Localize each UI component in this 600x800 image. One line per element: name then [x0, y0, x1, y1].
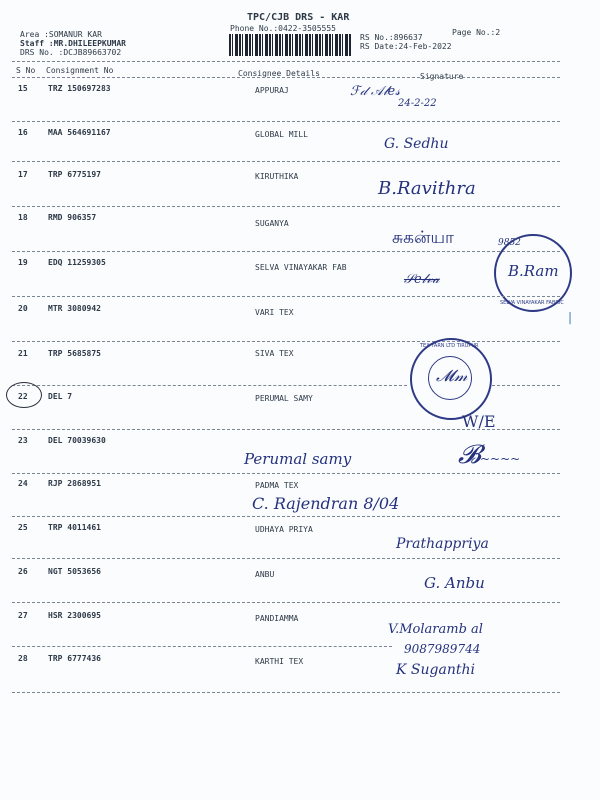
consignment-number: TRP 4011461 [48, 523, 101, 532]
row-number: 20 [18, 304, 28, 313]
drs-number: DRS No. :DCJB89663702 [20, 48, 122, 57]
row-divider [12, 692, 560, 693]
consignment-number: NGT 5053656 [48, 567, 101, 576]
row-divider [12, 161, 560, 162]
row-number: 27 [18, 611, 28, 620]
signature: B.Ravithra [378, 178, 476, 199]
row-number: 28 [18, 654, 28, 663]
consignee-name: SELVA VINAYAKAR FAB [255, 263, 347, 272]
row-divider-end [492, 385, 560, 386]
consignee-name: PERUMAL SAMY [255, 394, 313, 403]
signature-scrawl: 𝓑 [458, 440, 481, 470]
consignment-number: TRP 5685875 [48, 349, 101, 358]
consignment-number: DEL 7 [48, 392, 73, 401]
staff-label: Staff :MR.DHILEEPKUMAR [20, 39, 126, 48]
consignment-number: MAA 564691167 [48, 128, 111, 137]
row-divider [12, 121, 560, 122]
header-rule-top [12, 61, 560, 62]
signature: C. Rajendran 8/04 [252, 494, 400, 513]
row-number: 19 [18, 258, 28, 267]
consignment-number: HSR 2300695 [48, 611, 101, 620]
signature: G. Sedhu [384, 136, 449, 152]
rs-date: RS Date:24-Feb-2022 [360, 42, 452, 51]
row-number: 24 [18, 479, 28, 488]
handwritten-phone: 9087989744 [404, 642, 481, 656]
row-number: 23 [18, 436, 28, 445]
signature: சுகன்யா [392, 228, 454, 248]
row-divider [12, 516, 560, 517]
row-number: 21 [18, 349, 28, 358]
consignee-name: PADMA TEX [255, 481, 299, 490]
handwritten-note: W/E [462, 412, 496, 431]
row-divider [12, 296, 560, 297]
signature-date: 24-2-22 [398, 98, 437, 109]
col-consignee: Consignee Details [238, 69, 320, 78]
signature: G. Anbu [424, 574, 485, 592]
signature: Prathappriya [396, 536, 489, 552]
row-number: 15 [18, 84, 28, 93]
stamp-text: SELVA VINAYAKAR FABRIC [500, 300, 564, 306]
row-divider [12, 602, 560, 603]
consignment-number: MTR 3080942 [48, 304, 101, 313]
consignee-name: SIVA TEX [255, 349, 294, 358]
consignment-number: TRP 6777436 [48, 654, 101, 663]
sheet-title: TPC/CJB DRS - KAR [247, 12, 350, 23]
row-divider [12, 429, 560, 430]
consignee-name: KARTHI TEX [255, 657, 304, 666]
row-divider [12, 341, 560, 342]
col-signature: Signature [420, 72, 464, 81]
row-number: 22 [18, 392, 28, 401]
signature-tail: ~~~~ [480, 452, 521, 466]
row-number: 16 [18, 128, 28, 137]
handwritten-phone: 9852 [498, 238, 521, 248]
signature: K Suganthi [396, 662, 475, 678]
phone-number: Phone No.:0422-3505555 [230, 24, 336, 33]
row-number: 26 [18, 567, 28, 576]
row-divider [12, 385, 407, 386]
row-number: 18 [18, 213, 28, 222]
barcode [229, 34, 351, 56]
consignee-name: PANDIAMMA [255, 614, 299, 623]
col-sno: S No [16, 66, 36, 75]
consignment-number: RMD 906357 [48, 213, 97, 222]
row-divider [12, 646, 392, 647]
consignee-name: KIRUTHIKA [255, 172, 299, 181]
consignment-number: DEL 70039630 [48, 436, 106, 445]
consignee-name: ANBU [255, 570, 275, 579]
row-divider [12, 558, 560, 559]
page-number: Page No.:2 [452, 28, 501, 37]
consignee-name: VARI TEX [255, 308, 294, 317]
consignee-name: GLOBAL MILL [255, 130, 308, 139]
row-divider [12, 251, 560, 252]
row-number: 25 [18, 523, 28, 532]
row-number: 17 [18, 170, 28, 179]
consignee-name: UDHAYA PRIYA [255, 525, 313, 534]
row-divider [12, 206, 560, 207]
stamp-signature: 𝓜𝓂 [436, 366, 468, 385]
signature: B.Ram [508, 262, 559, 280]
pen-mark: | [568, 310, 573, 324]
rs-number: RS No.:896637 [360, 33, 423, 42]
row-divider [12, 473, 560, 474]
consignee-name: SUGANYA [255, 219, 289, 228]
handwritten-name: Perumal samy [244, 450, 352, 468]
stamp-text: TEX YARN LTD TIRUPUR [420, 343, 479, 349]
consignment-number: EDQ 11259305 [48, 258, 106, 267]
consignment-number: TRZ 150697283 [48, 84, 111, 93]
signature: V.Molaramb al [388, 622, 483, 637]
consignment-number: RJP 2868951 [48, 479, 101, 488]
area-label: Area :SOMANUR KAR [20, 30, 102, 39]
col-consignment: Consignment No [46, 66, 114, 75]
consignment-number: TRP 6775197 [48, 170, 101, 179]
header-rule-bottom [12, 77, 560, 78]
consignee-name: APPURAJ [255, 86, 289, 95]
struck-signature: 𝒮𝑒𝓁𝓋𝒶 [404, 272, 440, 287]
signature-scrawl: ℱ𝒹 𝒜𝓁𝑒𝓈 [350, 84, 401, 99]
